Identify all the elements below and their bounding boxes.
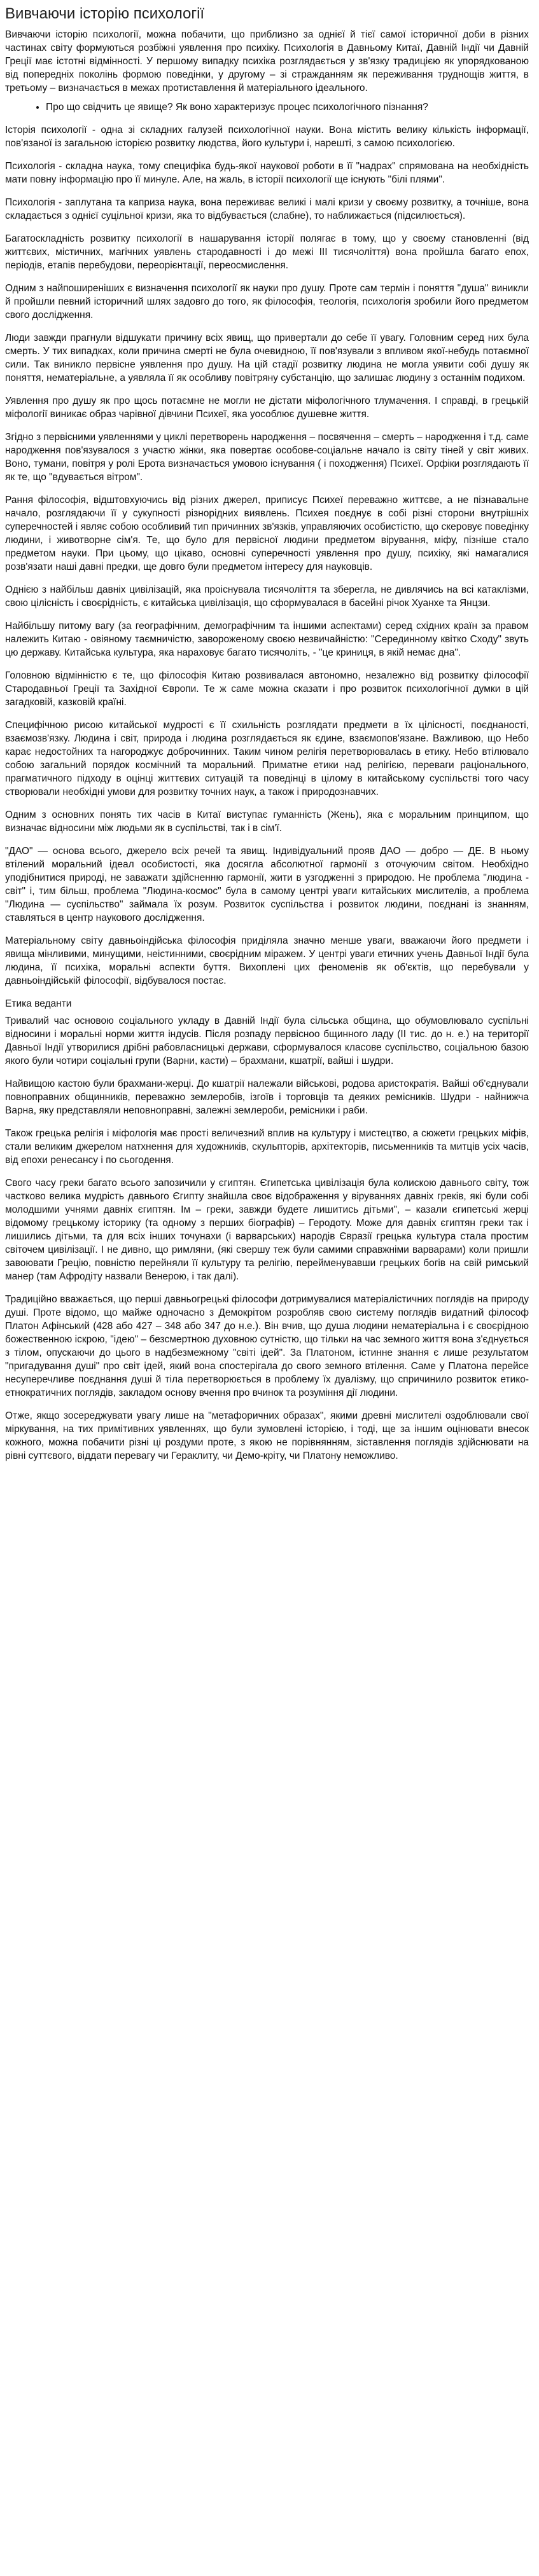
paragraph: Одним з основних понять тих часів в Китаї виступає гуманність (Жень), яка є моральним принципом, що визначає відносини між людьми як в суспільстві, так і в сім'ї. xyxy=(5,809,529,834)
section-paragraph: Отже, якщо зосереджувати увагу лише на "метафоричних образах", якими древні мислителі оздоблювали свої міркування, на тих примітивних уявленнях, що були зумовлені історією, і тоді, ще за іншим оцінювати внесок кожного, можна побачити різні ці роздуми проте, з якою не порівнянням, зіставлення поглядів здійснювати на рівні суттєвого, віддати перевагу чи Гераклиту, чи Демо-кріту, чи Платону неможливо. xyxy=(5,1410,529,1461)
paragraph: Рання філософія, відштовхуючись від різних джерел, приписує Психеї переважно життєве, а не пізнавальне начало, розглядаючи її у сукупності різнорідних виявлень. Психея поєднує в собі різні сторони внутрішніх суперечностей і являє собою особливий тип причинних зв'язків, управляючих особистістю, що скеровує поведінку людини, і животворне сім'я. Те, що було для первісної людини предметом вірування, міфу, пізніше стало предметом науки. При цьому, що цікаво, основні суперечності уявлення про душу, психіку, які намагалися розв'язати наші давні предки, ще довго були предметом інтересу для науковців. xyxy=(5,495,529,572)
paragraph: Згідно з первісними уявленнями у циклі перетворень народження – посвячення – смерть – народження і т.д. саме народження пов'язувалося з участю жінки, яка повертає особове-соціальне начало із світу тіней у світ живих. Воно, тумани, повітря у ролі Ерота визначається умовою існування ( і походження) Психеї. Орфіки розглядають її як те, що "вдувається вітром". xyxy=(5,432,529,483)
question-list xyxy=(34,100,529,114)
question-item: • Про що свідчить це явище? Як воно характеризує процес психологічного пізнання? xyxy=(46,100,529,114)
section-paragraph: Тривалий час основою соціального укладу в Давній Індії була сільська община, що обумовлювало суспільні відносини і моральні норми життя індусів. Після розпаду первісноо бщинного ладу (ІІ тис. до н. е.) на території Давньої Індії утворилися дрібні рабовласницькі держави, сформувалося класове суспільство, соціальною базою якого були чотири соціальні групи (Варни, касти) – брахмани, кшатрії, вайші і шудри. xyxy=(5,1016,529,1066)
intro-paragraph: Вивчаючи історію психології, можна побачити, що приблизно за однієї й тієї самої історичної доби в різних частинах світу формуються розбіжні уявлення про психіку. Психологія в Давньому Китаї, Давній Індії чи Давній Греції має істотні відмінності. У першому випадку психіка розглядається у зв'язку традицією як упорядкованою від попередніх поколінь формою поведінки, у другому – зі стражданням як переживання труднощів життя, в третьому – визначається в межах протиставлення й матеріального ідеального. xyxy=(5,29,529,93)
section-paragraph: Найвищою кастою були брахмани-жерці. До кшатрії належали військові, родова аристократія. Вайші об'єднували повноправних общинників, переважно землеробів, ізгоїв і торговців та деяких ремісників. Шудри - найнижча Варна, яку представляли неповноправні, залежні землероби, ремісники і раби. xyxy=(5,1078,529,1116)
section-heading: Етика веданти xyxy=(5,998,72,1009)
paragraph: Специфічною рисою китайської мудрості є її схильність розглядати предмети в їх цілісності, поєднаності, взаємозв'язку. Людина і світ, природа і людина розглядається як єдине, взаємопов'язане. Важливою, що Небо карає недостойних та нагороджує доброчинних. Таким чином релігія перетворювалась в етику. Небо втілювало собою загальний порядок космічний та моральний. Приматне етики над релігією, переваги раціонального, прагматичного підходу в оцінці життєвих ситуацій та поведінці в цілому в китайському суспільстві того часу створювали необхідні умови для розвитку точних наук, а також і природознавчих. xyxy=(5,720,529,797)
paragraph: Багатоскладність розвитку психології в нашарування історії полягає в тому, що у своєму становленні (від життєвих, містичних, магічних уявлень стародавності і до межі ІІІ тисячоліття) вона пройшла багато епох, періодів, етапів перебудови, переорієнтації, переосмислення. xyxy=(5,233,529,271)
section-paragraph: Свого часу греки багато всього запозичили у єгиптян. Єгипетська цивілізація була колискою давнього світу, тож частково велика мудрість давнього Єгипту знайшла своє відображення у віруваннях давніх греків, які були собі молодшими учнями давніх єгиптян. Ім – греки, завжди будете лишитись дітьми", – казали єгипетські жерці відомому грецькому історику (та одному з перших біографів) – Геродоту. Може для давніх єгиптян греки так і лишились дітьми, та для всіх інших точунахи (і варварських) народів Євразії грецька культура стала простим світочем цивілізації. І не дивно, що римляни, (які свершу теж були самими справжніми варварами) коли пришли завоювати Грецію, повністю перейняли її культуру та релігію, перейменувавши грецьких богів на свій римський манер (там Афродіту назвали Венерою, і так далі). xyxy=(5,1178,529,1282)
page-title: Вивчаючи історію психології xyxy=(5,5,205,22)
paragraph: Історія психології - одна зі складних галузей психологічної науки. Вона містить велику кількість інформації, пов'язаної із загальною історією розвитку людства, його культури і, нарешті, з самою психологією. xyxy=(5,125,529,149)
paragraph: Одним з найпоширеніших є визначення психології як науки про душу. Проте сам термін і поняття "душа" виникли й пройшли певний історичний шлях задовго до того, як філософія, теологія, психологія зробили його предметом свого дослідження. xyxy=(5,283,529,320)
section-paragraph: Також грецька релігія і міфологія має прості величезний вплив на культуру і мистецтво, а сюжети грецьких міфів, стали великим джерелом натхнення для художників, скульпторів, архітекторів, письменників та митців усіх часів, від епохи ренесансу і по сьогодення. xyxy=(5,1128,529,1166)
paragraph: Психологія - заплутана та каприза наука, вона переживає великі і малі кризи у своєму розвитку, а точніше, вона складається з однієї суцільної кризи, яка то відбувається (слабне), то наближається (підсилюється). xyxy=(5,197,529,221)
paragraph: Люди завжди прагнули відшукати причину всіх явищ, що привертали до себе її увагу. Головним серед них була смерть. У тих випадках, коли причина смерті не була очевидною, її пов'язували з впливом якої-небудь потаємної сили. Так виникло первісне уявлення про душу. На цій стадії розвитку людина не могла уявити собі душу як поняття, нематеріальне, а уявляла її як особливу повітряну субстанцію, що залишає людину з останнім подихом. xyxy=(5,333,529,383)
paragraph: "ДАО" — основа всього, джерело всіх речей та явищ. Індивідуальний прояв ДАО — добро — ДЕ. В ньому втілений моральний ідеал особистості, яка досягла абсолютної гармонії з оточуючим світом. Необхідно уподібнитися природі, не заважати здійсненню гармонії, жити в узгодженні з природою. Не проблема "людина - світ" і, тим більш, проблема "Людина-космос" була в самому центрі уваги китайських мислителів, а проблема "Людина — суспільство" займала їх розум. Розвиток суспільства і розвиток людини, поєднані із знанням, ставляться в центр наукового дослідження. xyxy=(5,846,529,923)
section-paragraph: Традиційно вважається, що перші давньогрецькі філософи дотримувалися матеріалістичних поглядів на природу душі. Проте відомо, що майже одночасно з Демокрітом розробляв свою систему поглядів видатний філософ Платон Афінський (428 або 427 – 348 або 347 до н.е.). Він вчив, що душа людини нематеріальна і є своєрідною божественною іскрою, "ідею" – безсмертною духовною сутністю, що тільки на час земного життя вона з'єднується з тілом, опускаючи до цього в надбезмежному "світі ідей". За Платоном, істинне знання є лише результатом "пригадування душі" про світ ідей, який вона спостерігала до свого земного втілення. Саме у Платона перейсе несуперечливе поєднання душі й тіла перетворюється в проблему їх дуалізму, що спричинило розвиток етико-етнократичних поглядів, закладом основу вчення про вчинок та розуміння дії людини. xyxy=(5,1294,529,1398)
paragraph: Психологія - складна наука, тому специфіка будь-якої наукової роботи в її "надрах" спрямована на необхідність мати повну інформацію про її минуле. Але, на жаль, в історії психології ще існують "білі плями". xyxy=(5,161,529,185)
paragraph: Головною відмінністю є те, що філософія Китаю розвивалася автономно, незалежно від розвитку філософії Стародавньої Греції та Західної Європи. Те ж саме можна сказати і про розвиток психологічної думки в цій загадковій, казковій країні. xyxy=(5,670,529,708)
paragraph: Однією з найбільш давніх цивілізацій, яка проіснувала тисячоліття та зберегла, не дивлячись на всі катаклізми, свою цілісність і своєрідність, є китайська цивілізація, що сформувалася в басейні річок Хуанхе та Янцзи. xyxy=(5,584,529,609)
paragraph: Уявлення про душу як про щось потаємне не могли не дістати міфологічного тлумачення. І справді, в грецькій міфології виникає образ чарівної дівчини Психеї, яка уособлює душевне життя. xyxy=(5,396,529,420)
paragraph: Матеріальному світу давньоіндійська філософія приділяла значно менше уваги, вважаючи його предмети і явища мінливими, минущими, неістинними, своєрідним міражем. У центрі уваги етичних учень Давньої Індії була людина, її психіка, моральні аспекти буття. Вихоплені цих феноменів як об'єктів, що перебували у давньоіндійській філософії, відбувалося постає. xyxy=(5,935,529,986)
paragraph: Найбільшу питому вагу (за географічним, демографічним та іншими аспектами) серед східних країн за правом належить Китаю - овіяному таємничістю, завороженому своєю незвичайністю: "Серединному квітко Сходу" звуть цю державу. Китайська культура, яка нараховує багато тисячоліть, - "це криниця, в якій немає дна". xyxy=(5,621,529,658)
